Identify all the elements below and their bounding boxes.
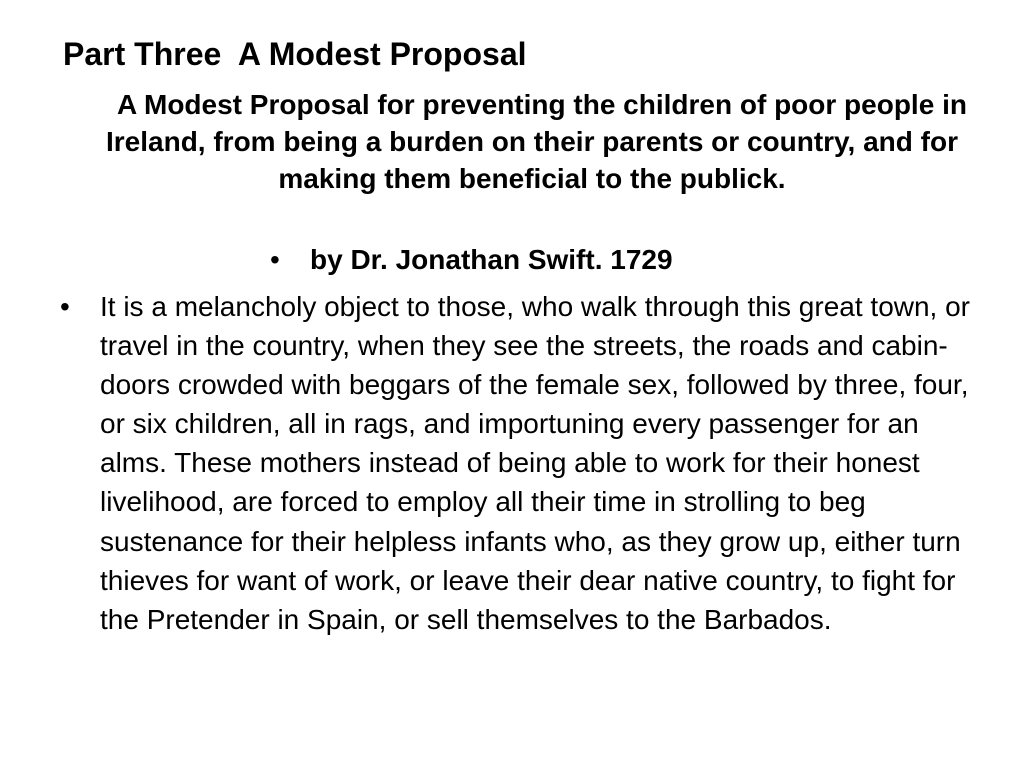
- author-bullet-item: [270, 241, 673, 278]
- body-bullet-item: [60, 287, 980, 639]
- slide-title: Part Three A Modest Proposal: [63, 36, 527, 72]
- bullet-marker: •: [60, 291, 70, 322]
- body-text: It is a melancholy object to those, who walk through this great town, or travel in the country, when they see the streets, the roads and cabin-doors crowded with beggars of the female sex, followed by three, four, or six children, all in rags, and importuning every passenger for an alms. These mothers instead of being able to work for their honest livelihood, are forced to employ all their time in strolling to beg sustenance for their helpless infants who, as they grow up, either turn thieves for want of work, or leave their dear native country, to fight for the Pretender in Spain, or sell themselves to the Barbados.: [100, 291, 971, 635]
- author-text: by Dr. Jonathan Swift. 1729: [310, 244, 673, 275]
- subtitle: A Modest Proposal for preventing the children of poor people in Ireland, from being a burden on their parents or country, and for making them beneficial to the publick.: [105, 89, 967, 194]
- bullet-marker: •: [270, 244, 280, 275]
